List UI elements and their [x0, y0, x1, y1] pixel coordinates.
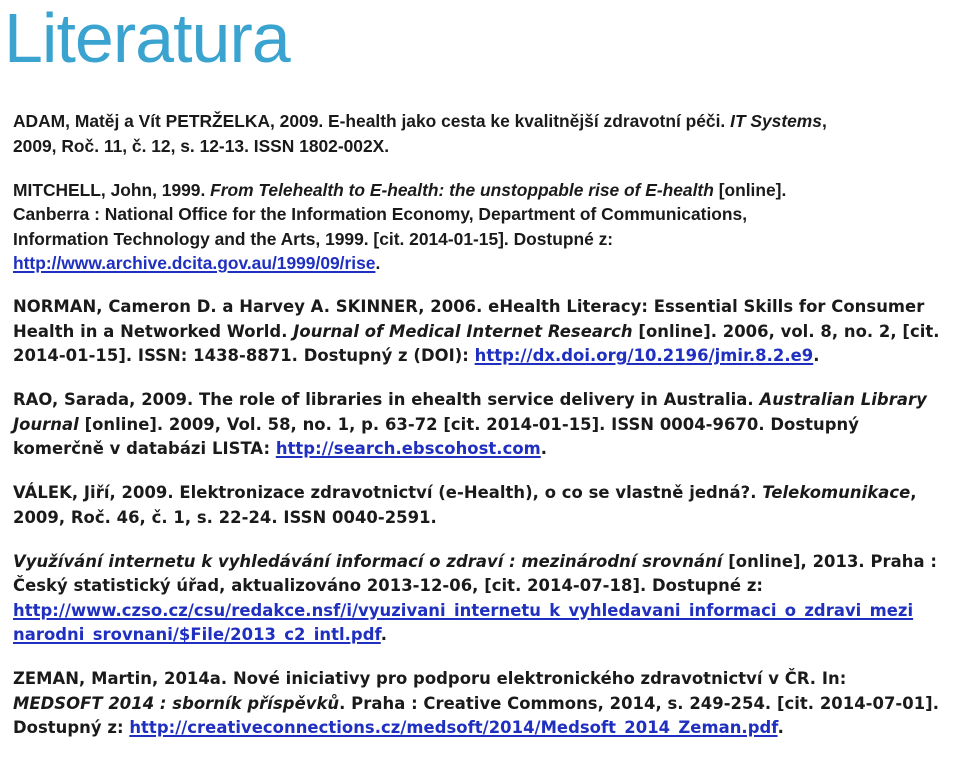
ref-text: [online]. 2009, Vol. 58, no. 1, p. 63-72 [cit. 2014-01-15]. ISSN 0004-9670. Dostupný [78, 414, 859, 434]
ref-text: . [813, 346, 820, 365]
ref-text: Canberra : National Office for the Information Economy, Department of Communications, [13, 204, 748, 224]
ref-link[interactable]: http://www.archive.dcita.gov.au/1999/09/rise [13, 253, 376, 273]
reference-norman [13, 295, 958, 369]
ref-text: Dostupný z: [13, 718, 130, 737]
ref-link[interactable]: http://www.czso.cz/csu/redakce.nsf/i/vyuzivani_internetu_k_vyhledavani_informaci_o_zdravi_mezi [13, 600, 914, 620]
ref-journal: Telekomunikace [762, 483, 911, 502]
ref-text: RAO, Sarada, 2009. The role of libraries in ehealth service delivery in Australia. [13, 390, 760, 409]
ref-text: . [380, 625, 388, 644]
ref-link[interactable]: http://search.ebscohost.com [275, 439, 541, 458]
ref-text: ADAM, Matěj a Vít PETRŽELKA, 2009. E-health jako cesta ke kvalitnější zdravotní péči. [13, 111, 731, 131]
ref-title: MEDSOFT 2014 : sborník příspěvků [13, 693, 340, 713]
ref-journal: Journal of Medical Internet Research [293, 321, 633, 341]
ref-text: NORMAN, Cameron D. a Harvey A. SKINNER, 2006. eHealth Literacy: Essential Skills for Consumer [13, 297, 925, 316]
reference-list [13, 109, 958, 760]
ref-text: 2009, Roč. 46, č. 1, s. 22-24. ISSN 0040-2591. [13, 507, 437, 527]
ref-text: MITCHELL, John, 1999. [13, 179, 211, 200]
page-title: Literatura [4, 0, 290, 77]
ref-link[interactable]: http://dx.doi.org/10.2196/jmir.8.2.e9 [474, 346, 814, 365]
ref-text: , [910, 483, 917, 502]
ref-text: 2014-01-15]. ISSN: 1438-8871. Dostupný z (DOI): [13, 346, 475, 365]
ref-title: From Telehealth to E-health: the unstoppable rise of E-health [210, 179, 714, 200]
ref-text: . [375, 253, 381, 273]
ref-journal: IT Systems [730, 111, 822, 131]
ref-journal: Australian Library [759, 390, 927, 409]
ref-text: ZEMAN, Martin, 2014a. Nové iniciativy pro podporu elektronického zdravotnictví v ČR. In: [13, 669, 847, 688]
ref-journal: Journal [13, 414, 79, 434]
ref-text: 2009, Roč. 11, č. 12, s. 12-13. ISSN 1802-002X. [13, 135, 390, 156]
reference-mitchell [13, 178, 958, 276]
ref-text: . [777, 718, 784, 737]
reference-valek [13, 481, 958, 530]
ref-link[interactable]: http://creativeconnections.cz/medsoft/2014/Medsoft_2014_Zeman.pdf [129, 718, 778, 737]
reference-vyuzivani [13, 550, 958, 648]
ref-text: . [540, 439, 548, 458]
ref-link[interactable]: narodni_srovnani/$File/2013_c2_intl.pdf [13, 625, 381, 644]
reference-rao [13, 388, 958, 462]
ref-text: [online]. [713, 179, 787, 200]
ref-text: , [821, 111, 827, 131]
reference-adam [13, 109, 958, 158]
ref-text: Health in a Networked World. [13, 321, 294, 341]
ref-title: Využívání internetu k vyhledávání informací o zdraví : mezinárodní srovnání [13, 551, 723, 571]
ref-text: [online], 2013. Praha : [722, 551, 937, 571]
ref-text: komerčně v databázi LISTA: [13, 439, 276, 458]
ref-text: Information Technology and the Arts, 1999. [cit. 2014-01-15]. Dostupné z: [13, 228, 614, 249]
reference-zeman [13, 667, 958, 741]
ref-text: . Praha : Creative Commons, 2014, s. 249-254. [cit. 2014-07-01]. [339, 693, 939, 713]
ref-text: VÁLEK, Jiří, 2009. Elektronizace zdravotnictví (e-Health), o co se vlastně jedná?. [13, 483, 763, 502]
ref-text: [online]. 2006, vol. 8, no. 2, [cit. [632, 321, 940, 341]
ref-text: Český statistický úřad, aktualizováno 2013-12-06, [cit. 2014-07-18]. Dostupné z: [13, 576, 764, 595]
